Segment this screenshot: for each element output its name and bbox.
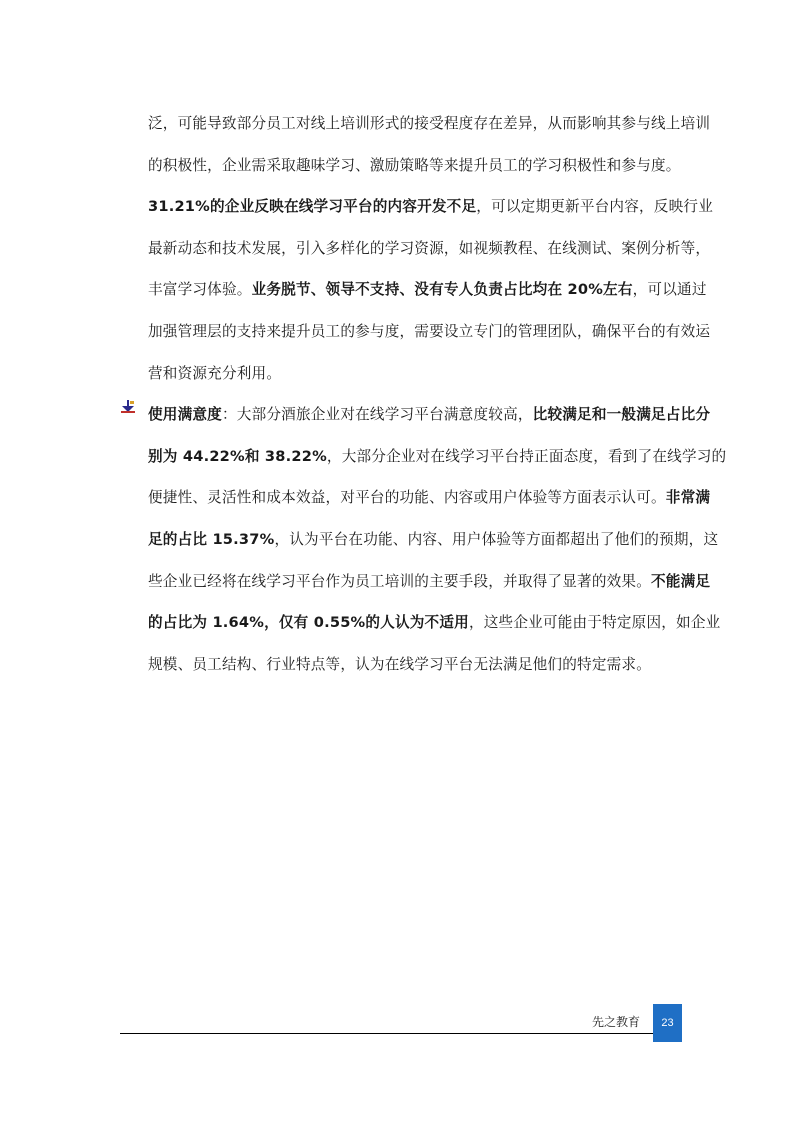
bold-highlight: 比较满足和一般满足占比分	[532, 406, 711, 424]
text-line: 泛，可能导致部分员工对线上培训形式的接受程度存在差异，从而影响其参与线上培训	[148, 115, 711, 132]
text-line: 丰富学习体验。业务脱节、领导不支持、没有专人负责占比均在 20%左右，可以通过	[148, 281, 707, 299]
footer-divider	[120, 1033, 682, 1034]
text-line: 加强管理层的支持来提升员工的参与度，需要设立专门的管理团队，确保平台的有效运	[148, 322, 711, 340]
text-line: 便捷性、灵活性和成本效益，对平台的功能、内容或用户体验等方面表示认可。非常满	[148, 489, 711, 507]
footer-brand: 先之教育	[592, 1015, 641, 1029]
bold-highlight: 足的占比 15.37%	[148, 530, 275, 548]
bold-highlight: 别为 44.22%和 38.22%	[148, 447, 327, 465]
page-number-badge	[653, 1004, 682, 1042]
text-line: 些企业已经将在线学习平台作为员工培训的主要手段，并取得了显著的效果。不能满足	[148, 572, 711, 590]
text-line: 31.21%的企业反映在线学习平台的内容开发不足，可以定期更新平台内容，反映行业	[148, 198, 713, 216]
text-line: 使用满意度：大部分酒旅企业对在线学习平台满意度较高，比较满足和一般满足占比分	[148, 406, 711, 424]
text-line: 的占比为 1.64%，仅有 0.55%的人认为不适用，这些企业可能由于特定原因，如企业	[148, 614, 721, 632]
bold-highlight: 非常满	[665, 489, 711, 507]
body-text	[148, 103, 727, 685]
text-line: 别为 44.22%和 38.22%，大部分企业对在线学习平台持正面态度，看到了在线学习的	[148, 447, 727, 465]
bold-highlight: 的占比为 1.64%，仅有 0.55%的人认为不适用	[148, 614, 469, 632]
page-number: 23	[661, 1017, 674, 1029]
bold-highlight: 不能满足	[651, 572, 711, 590]
bold-highlight: 使用满意度	[148, 406, 222, 424]
text-line: 足的占比 15.37%，认为平台在功能、内容、用户体验等方面都超出了他们的预期，这	[148, 530, 719, 548]
bold-highlight: 31.21%的企业反映在线学习平台的内容开发不足	[148, 198, 477, 216]
text-line: 营和资源充分利用。	[148, 364, 282, 382]
text-line: 规模、员工结构、行业特点等，认为在线学习平台无法满足他们的特定需求。	[148, 655, 651, 673]
bold-highlight: 业务脱节、领导不支持、没有专人负责占比均在 20%左右	[251, 281, 633, 299]
arrow-bullet-icon	[120, 399, 136, 415]
text-line: 的积极性，企业需采取趣味学习、激励策略等来提升员工的学习积极性和参与度。	[148, 156, 681, 174]
text-line: 最新动态和技术发展，引入多样化的学习资源，如视频教程、在线测试、案例分析等，	[148, 239, 711, 257]
